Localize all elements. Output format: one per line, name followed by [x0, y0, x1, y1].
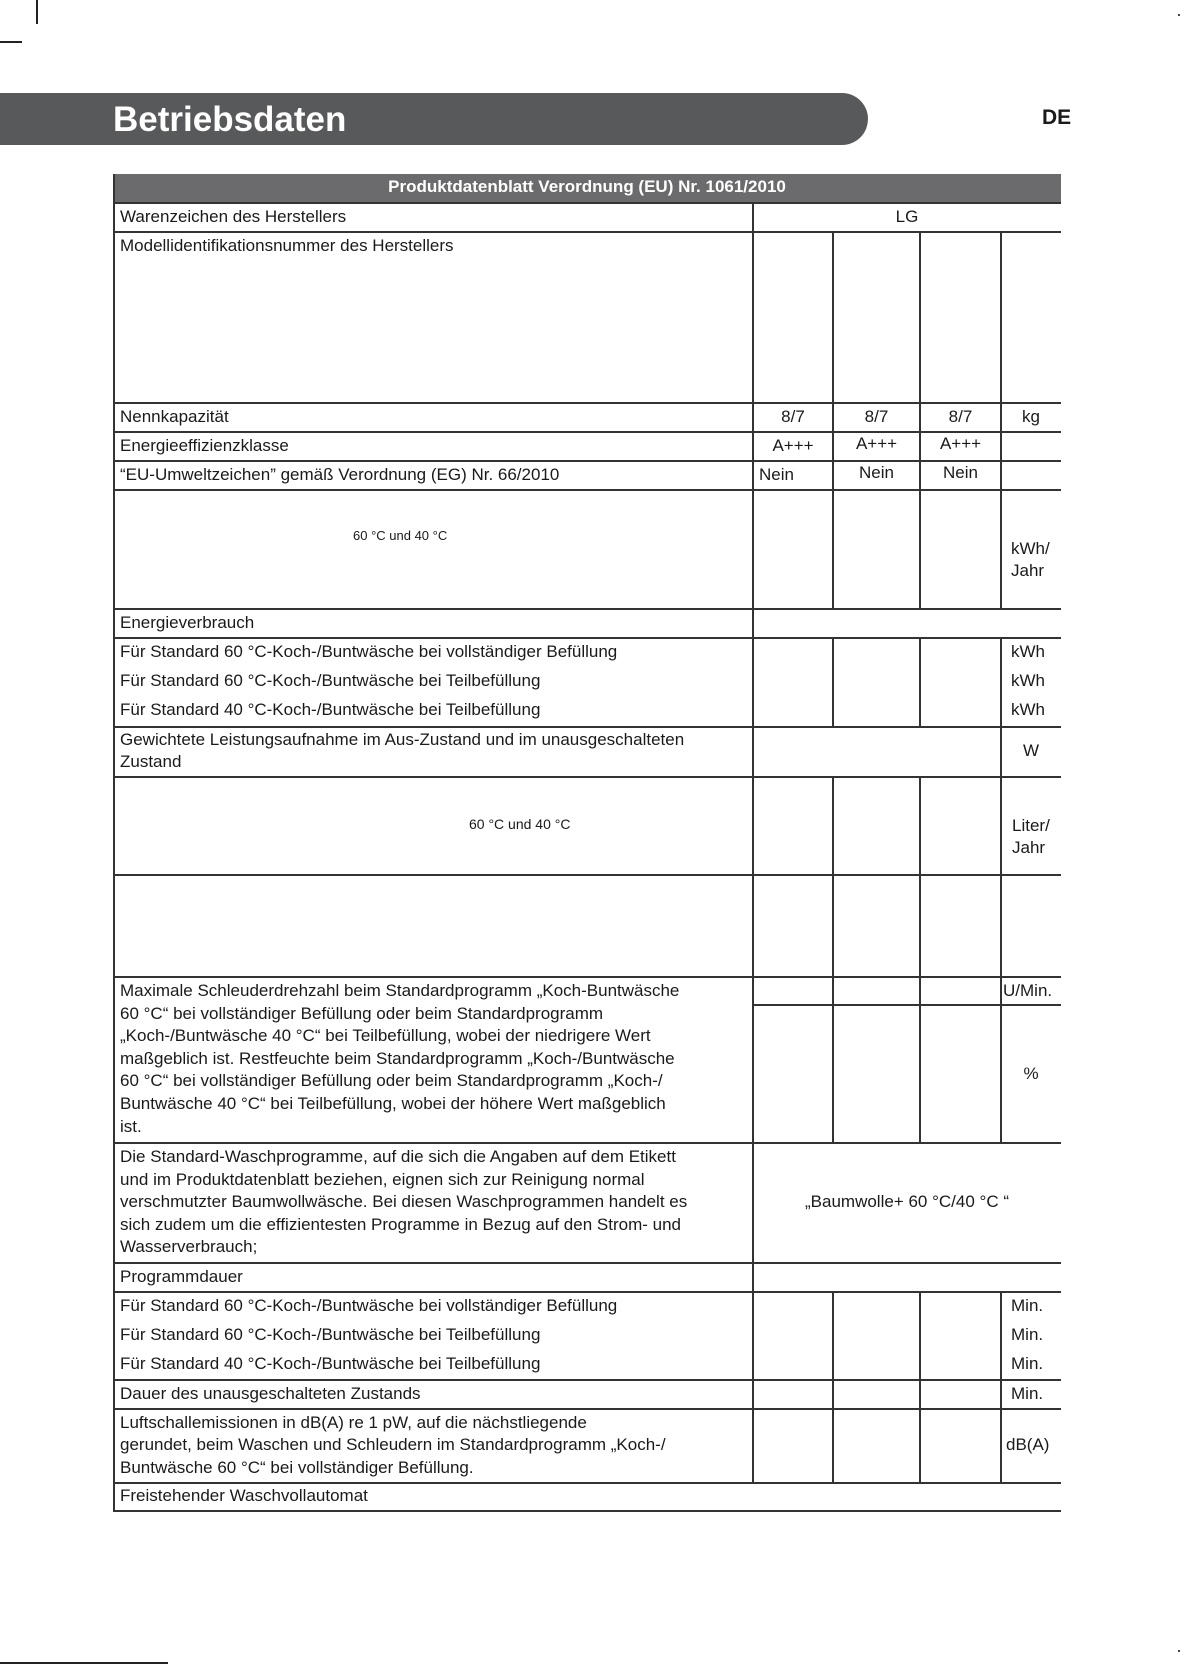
brand-value: LG — [895, 207, 919, 226]
energy-class-label: Energieeffizienzklasse — [120, 436, 289, 455]
column-divider — [113, 174, 115, 1511]
programs-text: Die Standard-Waschprogramme, auf die sich die Angaben auf dem Etikett — [120, 1147, 676, 1166]
energy-sub-label: Für Standard 40 °C-Koch-/Buntwäsche bei Teilbefüllung — [120, 700, 541, 719]
annual-water-note: 60 °C und 40 °C — [469, 816, 571, 832]
annual-water-unit: Liter/ — [1012, 816, 1050, 835]
crop-mark — [1178, 1650, 1180, 1652]
energy-consumption-label: Energieverbrauch — [120, 613, 255, 632]
noise-text: Buntwäsche 60 °C“ bei vollständiger Befüllung. — [120, 1458, 474, 1477]
eco-label-value: Nein — [859, 463, 894, 482]
product-data-table — [113, 174, 1061, 1510]
capacity-value: 8/7 — [781, 407, 805, 426]
left-on-label: Dauer des unausgeschalteten Zustands — [120, 1384, 421, 1403]
annual-energy-unit: Jahr — [1011, 561, 1045, 580]
spin-rpm-unit: U/Min. — [1003, 981, 1053, 1000]
duration-sub-unit: Min. — [1011, 1296, 1044, 1315]
row-divider — [113, 1142, 1061, 1144]
column-divider — [919, 637, 921, 726]
programs-text: und im Produktdatenblatt beziehen, eignen sich zur Reinigung normal — [120, 1170, 645, 1189]
row-divider — [113, 1510, 1061, 1512]
crop-mark — [0, 1662, 168, 1664]
column-divider — [1000, 776, 1002, 1142]
model-label: Modellidentifikationsnummer des Herstellers — [120, 236, 454, 255]
column-divider — [752, 202, 754, 1482]
capacity-value: 8/7 — [948, 407, 973, 426]
programs-value: „Baumwolle+ 60 °C/40 °C “ — [805, 1192, 1009, 1211]
programs-text: Wasserverbrauch; — [120, 1237, 258, 1256]
eco-label-label: “EU-Umweltzeichen” gemäß Verordnung (EG) Nr. 66/2010 — [120, 465, 560, 484]
row-divider — [113, 202, 1061, 204]
spin-text: ist. — [120, 1117, 142, 1136]
power-unit: W — [1022, 741, 1040, 760]
duration-label: Programmdauer — [120, 1267, 243, 1286]
moisture-unit: % — [1023, 1064, 1039, 1083]
row-divider — [113, 608, 1061, 610]
duration-sub-label: Für Standard 60 °C-Koch-/Buntwäsche bei vollständiger Befüllung — [120, 1296, 618, 1315]
energy-sub-unit: kWh — [1011, 700, 1045, 719]
energy-sub-unit: kWh — [1011, 642, 1045, 661]
row-divider — [753, 1004, 1061, 1006]
duration-sub-unit: Min. — [1011, 1354, 1044, 1373]
duration-sub-unit: Min. — [1011, 1325, 1044, 1344]
duration-sub-label: Für Standard 40 °C-Koch-/Buntwäsche bei Teilbefüllung — [120, 1354, 541, 1373]
language-code: DE — [1042, 106, 1072, 129]
column-divider — [1000, 637, 1002, 726]
spin-text: 60 °C“ bei vollständiger Befüllung oder beim Standardprogramm — [120, 1004, 604, 1023]
energy-class-value: A+++ — [939, 434, 982, 453]
brand-label: Warenzeichen des Herstellers — [120, 207, 347, 226]
capacity-value: 8/7 — [864, 407, 889, 426]
energy-class-value: A+++ — [772, 436, 814, 455]
energy-sub-label: Für Standard 60 °C-Koch-/Buntwäsche bei vollständiger Befüllung — [120, 642, 618, 661]
energy-class-value: A+++ — [855, 434, 898, 453]
crop-mark — [36, 0, 38, 24]
capacity-label: Nennkapazität — [120, 407, 229, 426]
annual-energy-note: 60 °C und 40 °C — [353, 528, 448, 543]
programs-text: sich zudem um die effizientesten Programme in Bezug auf den Strom- und — [120, 1215, 681, 1234]
column-divider — [832, 776, 834, 1142]
noise-unit: dB(A) — [1006, 1435, 1050, 1454]
page-title: Betriebsdaten — [113, 100, 347, 139]
programs-text: verschmutzter Baumwollwäsche. Bei diesen Waschprogrammen handelt es — [120, 1192, 688, 1211]
eco-label-value: Nein — [759, 465, 794, 484]
energy-sub-unit: kWh — [1011, 671, 1045, 690]
spin-text: Maximale Schleuderdrehzahl beim Standardprogramm „Koch-Buntwäsche — [120, 981, 680, 1000]
crop-mark — [0, 41, 22, 43]
duration-sub-label: Für Standard 60 °C-Koch-/Buntwäsche bei Teilbefüllung — [120, 1325, 541, 1344]
column-divider — [919, 776, 921, 1142]
column-divider — [832, 1291, 834, 1482]
power-label: Gewichtete Leistungsaufnahme im Aus-Zustand und im unausgeschalteten — [120, 730, 685, 749]
freestanding-label: Freistehender Waschvollautomat — [120, 1486, 368, 1505]
table-title: Produktdatenblatt Verordnung (EU) Nr. 1061/2010 — [388, 177, 786, 196]
noise-text: Luftschallemissionen in dB(A) re 1 pW, auf die nächstliegende — [120, 1413, 587, 1432]
spin-text: 60 °C“ bei vollständiger Befüllung oder beim Standardprogramm „Koch-/ — [120, 1071, 663, 1090]
crop-mark — [1178, 14, 1180, 16]
column-divider — [1000, 1291, 1002, 1482]
eco-label-value: Nein — [943, 463, 978, 482]
power-label: Zustand — [120, 752, 182, 771]
row-divider — [113, 1262, 1061, 1264]
left-on-unit: Min. — [1011, 1384, 1044, 1403]
column-divider — [919, 1291, 921, 1482]
capacity-unit: kg — [1022, 407, 1040, 426]
energy-sub-label: Für Standard 60 °C-Koch-/Buntwäsche bei Teilbefüllung — [120, 671, 541, 690]
annual-water-unit: Jahr — [1012, 838, 1046, 857]
spin-text: maßgeblich ist. Restfeuchte beim Standardprogramm „Koch-/Buntwäsche — [120, 1049, 675, 1068]
column-divider — [832, 637, 834, 726]
noise-text: gerundet, beim Waschen und Schleudern im Standardprogramm „Koch-/ — [120, 1435, 666, 1454]
spin-text: Buntwäsche 40 °C“ bei Teilbefüllung, wobei der höhere Wert maßgeblich — [120, 1094, 666, 1113]
annual-energy-unit: kWh/ — [1011, 539, 1050, 558]
spin-text: „Koch-/Buntwäsche 40 °C“ bei Teilbefüllung, wobei der niedrigere Wert — [120, 1026, 651, 1045]
